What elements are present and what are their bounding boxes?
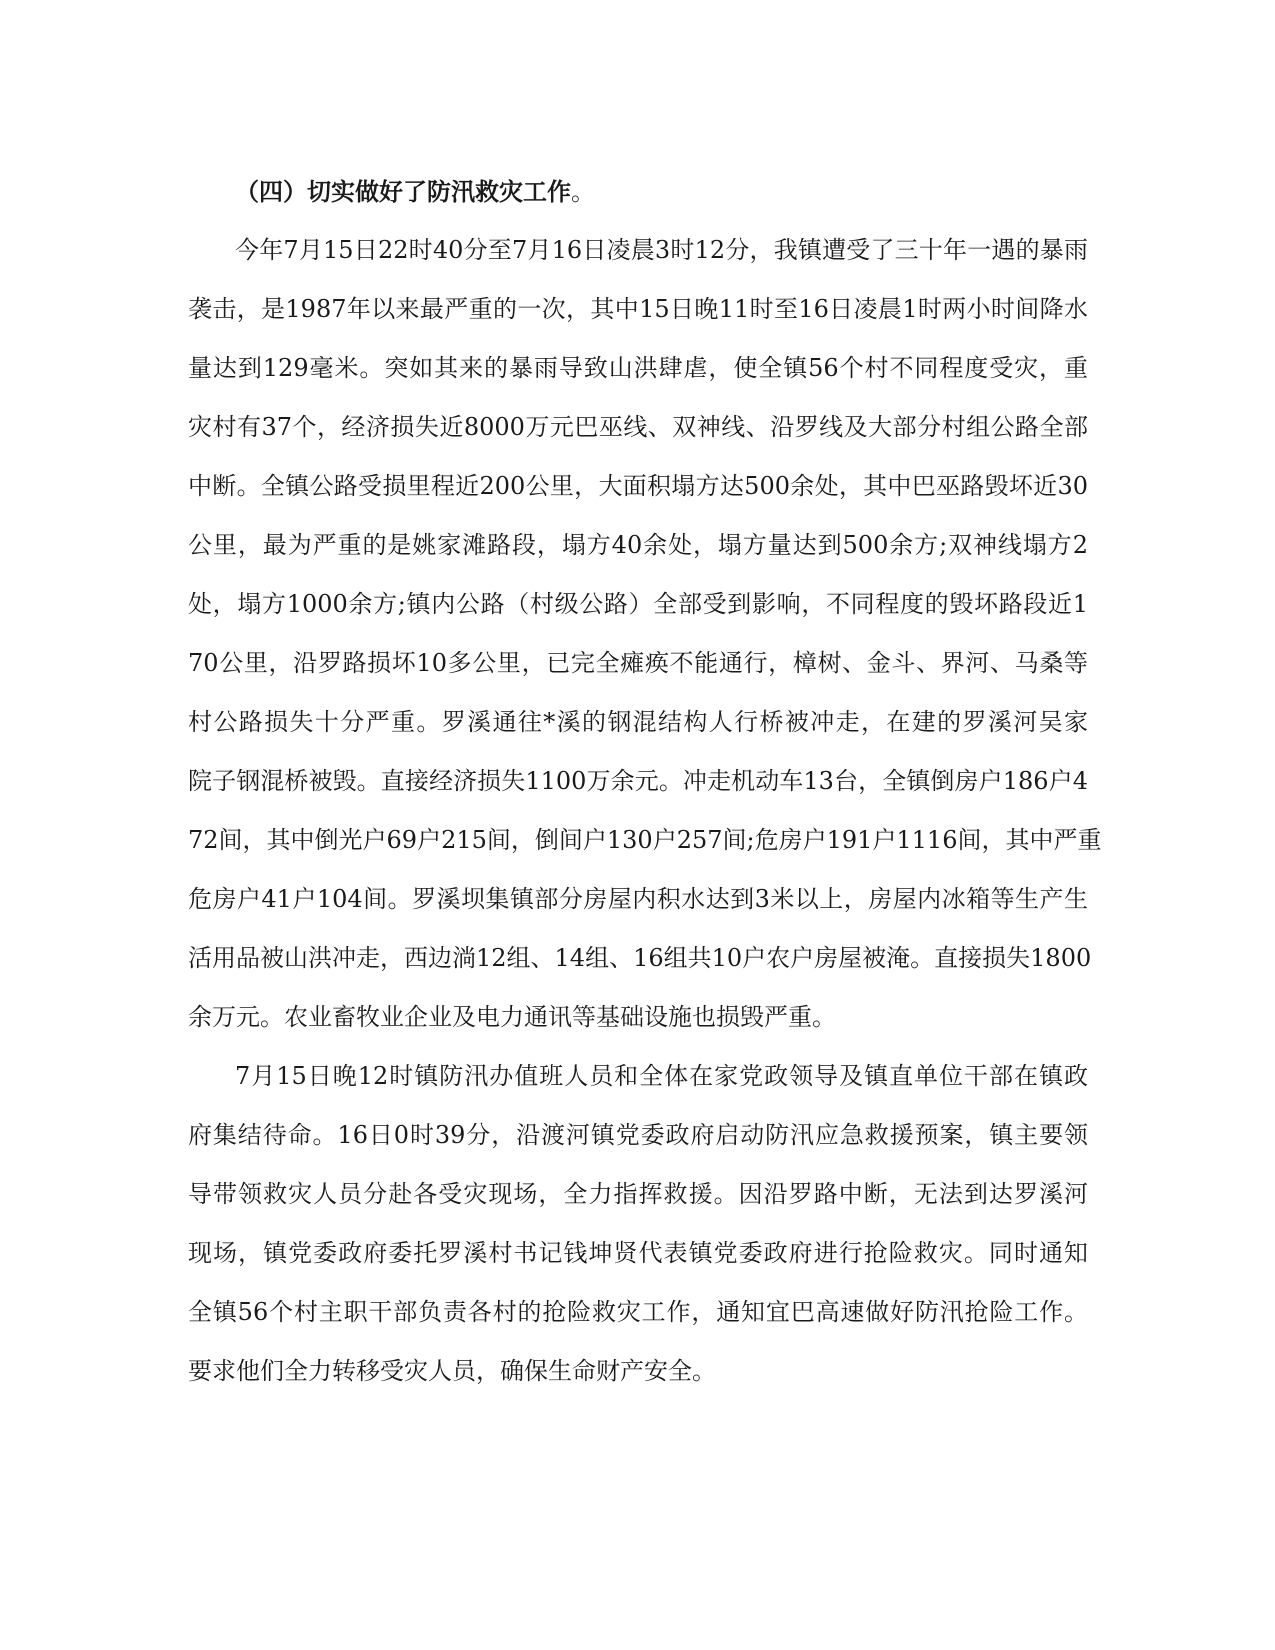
paragraph-line: 袭击，是1987年以来最严重的一次，其中15日晚11时至16日凌晨1时两小时间降水	[188, 295, 1088, 323]
paragraph-line: 村公路损失十分严重。罗溪通往*溪的钢混结构人行桥被冲走，在建的罗溪河吴家	[188, 708, 1088, 736]
section-heading	[188, 162, 1088, 221]
paragraph-line: 今年7月15日22时40分至7月16日凌晨3时12分，我镇遭受了三十年一遇的暴雨	[235, 236, 1088, 264]
paragraph-emergency-response	[188, 1047, 1088, 1401]
paragraph-line: 要求他们全力转移受灾人员，确保生命财产安全。	[188, 1357, 716, 1385]
document-page	[188, 162, 1102, 1401]
paragraph-line: 7月15日晚12时镇防汛办值班人员和全体在家党政领导及镇直单位干部在镇政	[235, 1062, 1088, 1090]
paragraph-line: 余万元。农业畜牧业企业及电力通讯等基础设施也损毁严重。	[188, 1003, 836, 1031]
paragraph-flood-damage	[188, 221, 1102, 1047]
section-heading-text: （四）切实做好了防汛救灾工作	[235, 177, 571, 206]
paragraph-line: 中断。全镇公路受损里程近200公里，大面积塌方达500余处，其中巴巫路毁坏近30	[188, 472, 1088, 500]
paragraph-line: 活用品被山洪冲走，西边淌12组、14组、16组共10户农户房屋被淹。直接损失1800	[188, 944, 1092, 972]
paragraph-line: 全镇56个村主职干部负责各村的抢险救灾工作，通知宜巴高速做好防汛抢险工作。	[188, 1298, 1088, 1326]
paragraph-line: 70公里，沿罗路损坏10多公里，已完全瘫痪不能通行，樟树、金斗、界河、马桑等	[188, 649, 1088, 677]
section-heading-punct: 。	[571, 178, 595, 206]
paragraph-line: 灾村有37个，经济损失近8000万元巴巫线、双神线、沿罗线及大部分村组公路全部	[188, 413, 1088, 441]
paragraph-line: 处，塌方1000余方;镇内公路（村级公路）全部受到影响，不同程度的毁坏路段近1	[188, 590, 1088, 618]
paragraph-line: 72间，其中倒光户69户215间，倒间户130户257间;危房户191户1116间，其中严重	[188, 826, 1102, 854]
paragraph-line: 公里，最为严重的是姚家滩路段，塌方40余处，塌方量达到500余方;双神线塌方2	[188, 531, 1088, 559]
paragraph-line: 量达到129毫米。突如其来的暴雨导致山洪肆虐，使全镇56个村不同程度受灾，重	[188, 354, 1088, 382]
paragraph-line: 府集结待命。16日0时39分，沿渡河镇党委政府启动防汛应急救援预案，镇主要领	[188, 1121, 1088, 1149]
paragraph-line: 现场，镇党委政府委托罗溪村书记钱坤贤代表镇党委政府进行抢险救灾。同时通知	[188, 1239, 1088, 1267]
paragraph-line: 危房户41户104间。罗溪坝集镇部分房屋内积水达到3米以上，房屋内冰箱等生产生	[188, 885, 1088, 913]
paragraph-line: 导带领救灾人员分赴各受灾现场，全力指挥救援。因沿罗路中断，无法到达罗溪河	[188, 1180, 1088, 1208]
paragraph-line: 院子钢混桥被毁。直接经济损失1100万余元。冲走机动车13台，全镇倒房户186户4	[188, 767, 1088, 795]
